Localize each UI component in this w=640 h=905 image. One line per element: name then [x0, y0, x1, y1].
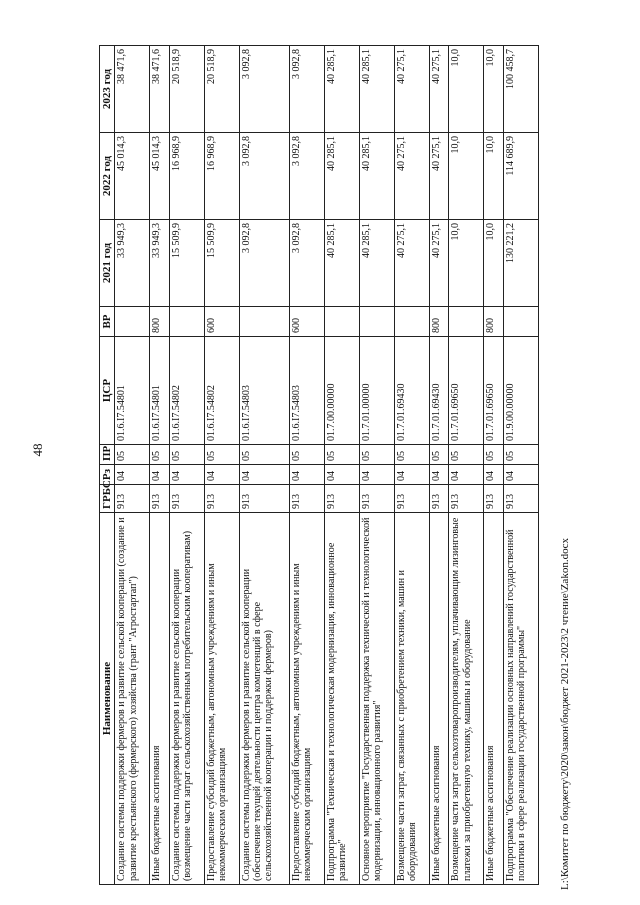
cell-csr: 01.7.01.69650 — [484, 337, 504, 445]
cell-rz: 04 — [290, 465, 325, 485]
cell-2023: 38 471,6 — [150, 46, 170, 133]
cell-2023: 3 092,8 — [290, 46, 325, 133]
header-2022: 2022 год — [100, 133, 115, 220]
cell-2021: 40 275,1 — [394, 220, 429, 307]
cell-vr: 800 — [484, 307, 504, 337]
cell-vr — [503, 307, 538, 337]
cell-2022: 40 275,1 — [394, 133, 429, 220]
cell-2023: 100 458,7 — [503, 46, 538, 133]
cell-csr: 01.7.01.69430 — [394, 337, 429, 445]
header-rz: Рз — [100, 465, 115, 485]
table-row — [484, 46, 504, 885]
table-row — [394, 46, 429, 885]
cell-pr: 05 — [239, 445, 289, 465]
rotated-table-container — [99, 45, 539, 885]
cell-grbs: 913 — [503, 485, 538, 513]
table-row — [360, 46, 395, 885]
cell-rz: 04 — [169, 465, 204, 485]
cell-csr: 01.6.I7.54801 — [150, 337, 170, 445]
cell-csr: 01.7.00.00000 — [325, 337, 360, 445]
cell-csr: 01.7.01.69430 — [429, 337, 449, 445]
cell-2022: 40 285,1 — [325, 133, 360, 220]
cell-2022: 16 968,9 — [169, 133, 204, 220]
table-row — [325, 46, 360, 885]
cell-vr — [449, 307, 484, 337]
cell-name: Возмещение части затрат сельхозтоваропроизводителям, уплачивающим лизинговые платежи за приобретенную технику, машины и оборудование — [449, 513, 484, 885]
cell-name: Создание системы поддержки фермеров и развитие сельской кооперации (обеспечение текущей деятельности центра компетенций в сфере сельскохозяйственной кооперации и поддержки фермеров) — [239, 513, 289, 885]
header-pr: ПР — [100, 445, 115, 465]
table-row — [449, 46, 484, 885]
cell-grbs: 913 — [325, 485, 360, 513]
table-header-row — [100, 46, 115, 885]
cell-pr: 05 — [290, 445, 325, 465]
cell-2023: 40 275,1 — [394, 46, 429, 133]
cell-vr — [169, 307, 204, 337]
cell-vr: 800 — [150, 307, 170, 337]
cell-rz: 04 — [325, 465, 360, 485]
cell-csr: 01.9.00.00000 — [503, 337, 538, 445]
cell-2022: 16 968,9 — [204, 133, 239, 220]
cell-grbs: 913 — [239, 485, 289, 513]
cell-name: Подпрограмма "Обеспечение реализации основных направлений государственной политики в сфере реализации государственной программы" — [503, 513, 538, 885]
cell-name: Предоставление субсидий бюджетным, автономным учреждениям и иным некоммерческим организациям — [204, 513, 239, 885]
cell-grbs: 913 — [150, 485, 170, 513]
cell-grbs: 913 — [429, 485, 449, 513]
cell-pr: 05 — [204, 445, 239, 465]
cell-grbs: 913 — [169, 485, 204, 513]
cell-rz: 04 — [239, 465, 289, 485]
cell-2021: 10,0 — [484, 220, 504, 307]
cell-rz: 04 — [360, 465, 395, 485]
cell-2022: 10,0 — [449, 133, 484, 220]
cell-vr — [115, 307, 150, 337]
cell-pr: 05 — [115, 445, 150, 465]
cell-2021: 40 275,1 — [429, 220, 449, 307]
table-row — [150, 46, 170, 885]
cell-csr: 01.6.I7.54803 — [290, 337, 325, 445]
table-row — [239, 46, 289, 885]
header-vr: ВР — [100, 307, 115, 337]
cell-name: Иные бюджетные ассигнования — [150, 513, 170, 885]
cell-pr: 05 — [429, 445, 449, 465]
cell-2021: 15 509,9 — [204, 220, 239, 307]
cell-pr: 05 — [503, 445, 538, 465]
cell-2021: 15 509,9 — [169, 220, 204, 307]
cell-vr — [394, 307, 429, 337]
cell-pr: 05 — [484, 445, 504, 465]
budget-table — [99, 45, 539, 885]
cell-name: Создание системы поддержки фермеров и развитие сельской кооперации (создание и развитие крестьянского (фермерского) хозяйства (грант "Агростартап") — [115, 513, 150, 885]
cell-csr: 01.6.I7.54802 — [169, 337, 204, 445]
cell-csr: 01.6.I7.54803 — [239, 337, 289, 445]
table-row — [503, 46, 538, 885]
cell-vr — [239, 307, 289, 337]
cell-rz: 04 — [429, 465, 449, 485]
cell-2021: 33 949,3 — [150, 220, 170, 307]
cell-2021: 3 092,8 — [290, 220, 325, 307]
cell-2022: 45 014,3 — [150, 133, 170, 220]
cell-name: Иные бюджетные ассигнования — [429, 513, 449, 885]
cell-2022: 3 092,8 — [290, 133, 325, 220]
footer-file-path: L:\Комитет по бюджету\2020\закон\бюджет 2021-2023\2 чтение\Zakon.docx — [559, 538, 571, 890]
cell-2023: 10,0 — [484, 46, 504, 133]
header-grbs: ГРБС — [100, 485, 115, 513]
cell-2021: 10,0 — [449, 220, 484, 307]
cell-2022: 114 689,9 — [503, 133, 538, 220]
cell-grbs: 913 — [290, 485, 325, 513]
table-row — [204, 46, 239, 885]
cell-grbs: 913 — [204, 485, 239, 513]
cell-2022: 40 275,1 — [429, 133, 449, 220]
cell-rz: 04 — [150, 465, 170, 485]
cell-grbs: 913 — [449, 485, 484, 513]
cell-2023: 20 518,9 — [204, 46, 239, 133]
cell-name: Возмещение части затрат, связанных с приобретением техники, машин и оборудования — [394, 513, 429, 885]
cell-rz: 04 — [115, 465, 150, 485]
cell-2022: 40 285,1 — [360, 133, 395, 220]
cell-2023: 3 092,8 — [239, 46, 289, 133]
header-csr: ЦСР — [100, 337, 115, 445]
cell-pr: 05 — [449, 445, 484, 465]
cell-2023: 40 285,1 — [360, 46, 395, 133]
table-row — [290, 46, 325, 885]
cell-2021: 40 285,1 — [325, 220, 360, 307]
cell-grbs: 913 — [484, 485, 504, 513]
table-row — [169, 46, 204, 885]
cell-vr — [325, 307, 360, 337]
cell-rz: 04 — [394, 465, 429, 485]
cell-vr: 600 — [204, 307, 239, 337]
cell-name: Предоставление субсидий бюджетным, автономным учреждениям и иным некоммерческим организациям — [290, 513, 325, 885]
cell-rz: 04 — [449, 465, 484, 485]
cell-grbs: 913 — [360, 485, 395, 513]
cell-2023: 40 275,1 — [429, 46, 449, 133]
cell-grbs: 913 — [115, 485, 150, 513]
cell-2023: 20 518,9 — [169, 46, 204, 133]
header-name: Наименование — [100, 513, 115, 885]
cell-2022: 10,0 — [484, 133, 504, 220]
cell-name: Создание системы поддержки фермеров и развитие сельской кооперации (возмещение части затрат сельскохозяйственным потребительским кооперативам) — [169, 513, 204, 885]
cell-vr: 600 — [290, 307, 325, 337]
cell-vr: 800 — [429, 307, 449, 337]
cell-csr: 01.6.I7.54802 — [204, 337, 239, 445]
cell-csr: 01.6.I7.54801 — [115, 337, 150, 445]
table-row — [429, 46, 449, 885]
cell-2023: 38 471,6 — [115, 46, 150, 133]
cell-pr: 05 — [169, 445, 204, 465]
cell-pr: 05 — [150, 445, 170, 465]
cell-rz: 04 — [503, 465, 538, 485]
cell-2022: 45 014,3 — [115, 133, 150, 220]
cell-2021: 40 285,1 — [360, 220, 395, 307]
cell-2021: 3 092,8 — [239, 220, 289, 307]
cell-name: Подпрограмма "Техническая и технологическая модернизация, инновационное развитие" — [325, 513, 360, 885]
cell-csr: 01.7.01.69650 — [449, 337, 484, 445]
cell-2021: 33 949,3 — [115, 220, 150, 307]
cell-grbs: 913 — [394, 485, 429, 513]
cell-csr: 01.7.01.00000 — [360, 337, 395, 445]
cell-vr — [360, 307, 395, 337]
cell-name: Иные бюджетные ассигнования — [484, 513, 504, 885]
cell-2023: 10,0 — [449, 46, 484, 133]
cell-2022: 3 092,8 — [239, 133, 289, 220]
cell-2023: 40 285,1 — [325, 46, 360, 133]
cell-rz: 04 — [204, 465, 239, 485]
cell-pr: 05 — [360, 445, 395, 465]
cell-rz: 04 — [484, 465, 504, 485]
cell-2021: 130 221,2 — [503, 220, 538, 307]
header-2023: 2023 год — [100, 46, 115, 133]
cell-pr: 05 — [325, 445, 360, 465]
page-number: 48 — [30, 443, 45, 457]
cell-pr: 05 — [394, 445, 429, 465]
header-2021: 2021 год — [100, 220, 115, 307]
cell-name: Основное мероприятие "Государственная поддержка технической и технологической модернизации, инновационного развития" — [360, 513, 395, 885]
table-row — [115, 46, 150, 885]
